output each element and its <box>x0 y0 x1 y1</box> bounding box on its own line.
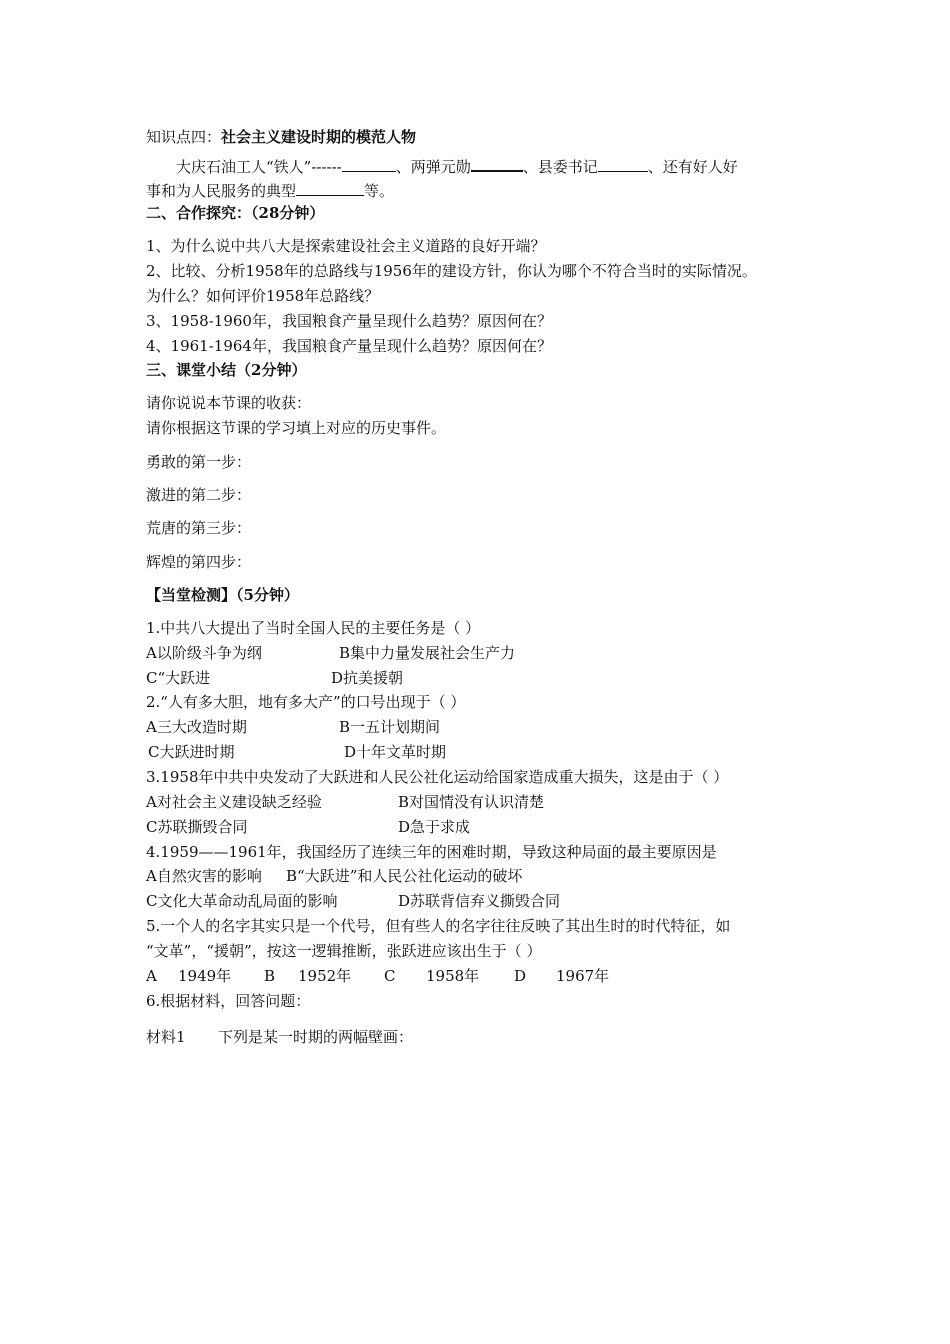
kp4-line1: 大庆石油工人“铁人”------ <box>176 158 342 176</box>
test-q3-options-row2 <box>146 817 471 837</box>
test-q5b: “文革”，“援朝”，按这一逻辑推断，张跃进应该出生于（ ） <box>146 942 542 960</box>
kp4-line2b: 等。 <box>364 182 395 200</box>
test-q2-options-row2 <box>148 742 447 762</box>
kp4-sep1: 、两弹元勋 <box>395 158 471 176</box>
material-1-text: 下列是某一时期的两幅壁画： <box>218 1028 414 1046</box>
test-q4: 4.1959——1961年，我国经历了连续三年的困难时期，导致这种局面的最主要原因是 <box>146 843 717 861</box>
q2-option-b: B一五计划期间 <box>339 718 441 736</box>
test-q1-options-row1 <box>146 643 516 663</box>
blank-county-secretary <box>598 155 648 172</box>
kp4-label: 知识点四： <box>146 128 222 146</box>
blank-iron-man <box>342 155 396 172</box>
q5-option-c-value: 1958年 <box>426 967 480 985</box>
q2-option-a: A三大改造时期 <box>146 718 247 736</box>
section2-q2b: 为什么？如何评价1958年总路线？ <box>146 287 380 305</box>
q5-option-d-letter: D <box>514 967 527 985</box>
step-4: 辉煌的第四步： <box>146 553 252 571</box>
kp4-sep3: 、还有好人好 <box>647 158 738 176</box>
kp4-fill-line-2 <box>146 179 394 201</box>
step-3: 荒唐的第三步： <box>146 519 252 537</box>
section3-p2: 请你根据这节课的学习填上对应的历史事件。 <box>146 419 447 437</box>
q5-option-b-value: 1952年 <box>298 967 352 985</box>
q3-option-c: C苏联撕毁合同 <box>146 818 248 836</box>
step-2: 激进的第二步： <box>146 486 252 504</box>
q3-option-b: B对国情没有认识清楚 <box>398 793 545 811</box>
q4-option-b: B“大跃进”和人民公社化运动的破坏 <box>286 867 523 885</box>
q4-option-d: D苏联背信弃义撕毁合同 <box>398 892 561 910</box>
q2-option-d: D十年文革时期 <box>344 743 447 761</box>
section2-q3: 3、1958-1960年，我国粮食产量呈现什么趋势？原因何在？ <box>146 312 552 330</box>
test-q2: 2.“人有多大胆，地有多大产”的口号出现于（ ） <box>146 693 466 711</box>
test-title: 【当堂检测】（5分钟） <box>146 586 299 604</box>
kp4-line2a: 事和为人民服务的典型 <box>146 182 297 200</box>
q1-option-d: D抗美援朝 <box>331 669 404 687</box>
material-1-label: 材料1 <box>146 1028 186 1046</box>
q1-option-a: A以阶级斗争为纲 <box>146 644 262 662</box>
section3-p1: 请你说说本节课的收获： <box>146 394 312 412</box>
test-q4-options-row1 <box>146 866 523 886</box>
kp4-title: 社会主义建设时期的模范人物 <box>221 128 417 146</box>
test-q3: 3.1958年中共中央发动了大跃进和人民公社化运动给国家造成重大损失，这是由于（ ） <box>146 768 729 786</box>
blank-two-bombs <box>471 154 523 172</box>
q5-option-c-letter: C <box>384 967 396 985</box>
q1-option-c: C“大跃进 <box>146 669 211 687</box>
step-1: 勇敢的第一步： <box>146 453 252 471</box>
test-q5-options <box>146 966 610 986</box>
test-q2-options-row1 <box>146 717 441 737</box>
test-q5a: 5.一个人的名字其实只是一个代号，但有些人的名字往往反映了其出生时的时代特征，如 <box>146 917 731 935</box>
section2-q1: 1、为什么说中共八大是探索建设社会主义道路的良好开端？ <box>146 237 546 255</box>
test-q1: 1.中共八大提出了当时全国人民的主要任务是（ ） <box>146 619 481 637</box>
material-1 <box>146 1027 414 1047</box>
kp4-fill-line-1 <box>176 154 738 177</box>
q1-option-b: B集中力量发展社会生产力 <box>339 644 516 662</box>
q5-option-d-value: 1967年 <box>556 967 610 985</box>
section3-title: 三、课堂小结（2分钟） <box>146 361 307 379</box>
test-q1-options-row2 <box>146 668 404 688</box>
q2-option-c: C大跃进时期 <box>148 743 235 761</box>
kp4-heading <box>146 127 416 147</box>
blank-serve-people <box>296 179 364 196</box>
q5-option-a-letter: A <box>146 967 157 985</box>
q4-option-c: C文化大革命动乱局面的影响 <box>146 892 338 910</box>
q3-option-a: A对社会主义建设缺乏经验 <box>146 793 322 811</box>
test-q4-options-row2 <box>146 891 561 911</box>
kp4-sep2: 、县委书记 <box>522 158 598 176</box>
q4-option-a: A自然灾害的影响 <box>146 867 262 885</box>
q5-option-a-value: 1949年 <box>178 967 232 985</box>
q3-option-d: D急于求成 <box>398 818 471 836</box>
q5-option-b-letter: B <box>264 967 276 985</box>
section2-q4: 4、1961-1964年，我国粮食产量呈现什么趋势？原因何在？ <box>146 337 552 355</box>
test-q3-options-row1 <box>146 792 545 812</box>
section2-title: 二、合作探究：（28分钟） <box>146 204 325 222</box>
test-q6: 6.根据材料，回答问题： <box>146 992 311 1010</box>
section2-q2a: 2、比较、分析1958年的总路线与1956年的建设方针，你认为哪个不符合当时的实际情况。 <box>146 262 757 280</box>
